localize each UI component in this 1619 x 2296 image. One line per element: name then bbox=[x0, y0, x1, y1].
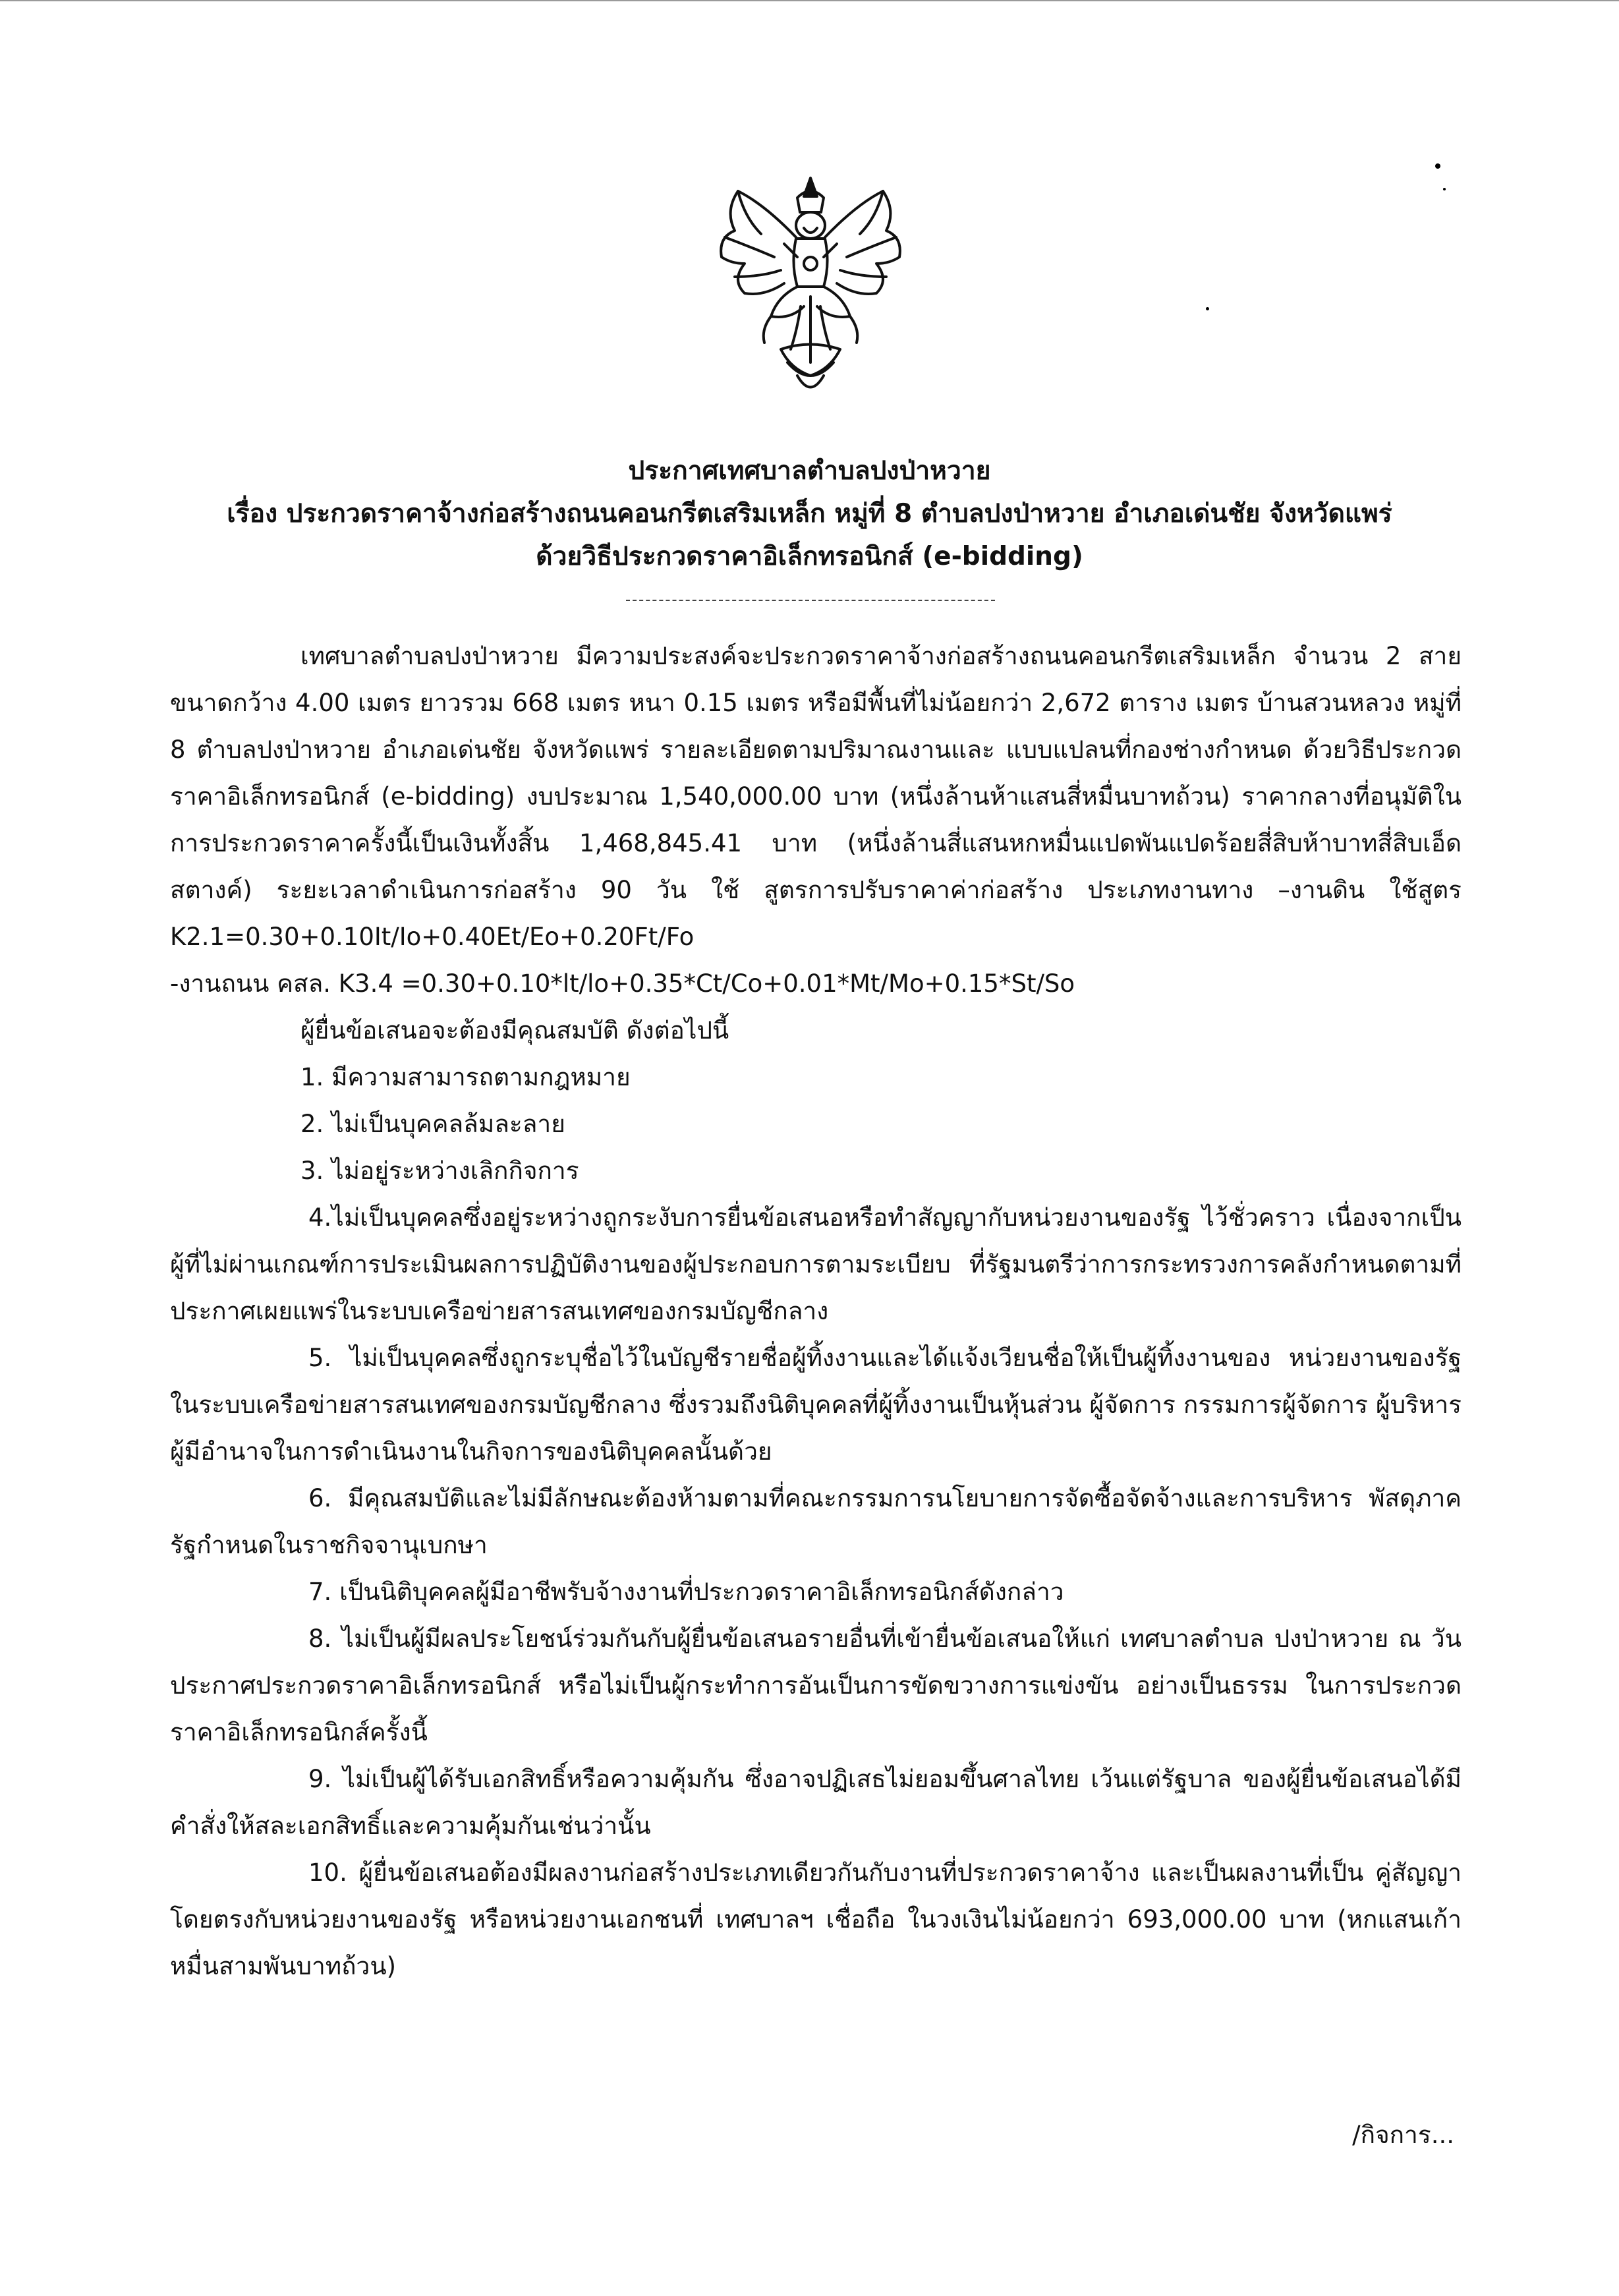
scan-speck bbox=[1206, 307, 1209, 310]
scan-speck bbox=[1435, 163, 1440, 169]
qualification-item: 10. ผู้ยื่นข้อเสนอต้องมีผลงานก่อสร้างประเภทเดียวกันกับงานที่ประกวดราคาจ้าง และเป็นผลงานที่เป็น คู่สัญญาโดยตรงกับหน่วยงานของรัฐ หรือหน่วยงานเอกชนที่ เทศบาลฯ เชื่อถือ ในวงเงินไม่น้อยกว่า 693,000.00 บาท (หกแสนเก้าหมื่นสามพันบาทถ้วน) bbox=[170, 1858, 1462, 1980]
qualification-item: 2. ไม่เป็นบุคคลล้มละลาย bbox=[300, 1110, 565, 1138]
qualification-item: 6. มีคุณสมบัติและไม่มีลักษณะต้องห้ามตามที่คณะกรรมการนโยบายการจัดซื้อจัดจ้างและการบริหาร พัสดุภาครัฐกำหนดในราชกิจจานุเบกษา bbox=[170, 1484, 1462, 1559]
continued-marker: /กิจการ... bbox=[1352, 2121, 1454, 2149]
qualification-item: 4.ไม่เป็นบุคคลซึ่งอยู่ระหว่างถูกระงับการยื่นข้อเสนอหรือทำสัญญากับหน่วยงานของรัฐ ไว้ชั่วคราว เนื่องจากเป็นผู้ที่ไม่ผ่านเกณฑ์การประเมินผลการปฏิบัติงานของผู้ประกอบการตามระเบียบ ที่รัฐมนตรีว่าการกระทรวงการคลังกำหนดตามที่ประกาศเผยแพร่ในระบบเครือข่ายสารสนเทศของกรมบัญชีกลาง bbox=[170, 1203, 1462, 1325]
announcement-body bbox=[170, 633, 1462, 1990]
header-divider bbox=[626, 600, 995, 601]
header-method: ด้วยวิธีประกวดราคาอิเล็กทรอนิกส์ (e-bidding) bbox=[536, 542, 1083, 571]
scan-top-edge bbox=[0, 0, 1619, 1]
qualifications-intro: ผู้ยื่นข้อเสนอจะต้องมีคุณสมบัติ ดังต่อไปนี้ bbox=[300, 1016, 729, 1045]
qualification-item: 8. ไม่เป็นผู้มีผลประโยชน์ร่วมกันกับผู้ยื่นข้อเสนอรายอื่นที่เข้ายื่นข้อเสนอให้แก่ เทศบาลตำบล ปงป่าหวาย ณ วันประกาศประกวดราคาอิเล็กทรอนิกส์ หรือไม่เป็นผู้กระทำการอันเป็นการขัดขวางการแข่งขัน อย่างเป็นธรรม ในการประกวดราคาอิเล็กทรอนิกส์ครั้งนี้ bbox=[170, 1624, 1462, 1746]
garuda-emblem bbox=[698, 165, 923, 409]
header-subject: เรื่อง ประกวดราคาจ้างก่อสร้างถนนคอนกรีตเสริมเหล็ก หมู่ที่ 8 ตำบลปงป่าหวาย อำเภอเด่นชัย จังหวัดแพร่ bbox=[227, 499, 1392, 529]
header-title: ประกาศเทศบาลตำบลปงป่าหวาย bbox=[628, 456, 991, 486]
qualification-item: 7. เป็นนิติบุคคลผู้มีอาชีพรับจ้างงานที่ประกวดราคาอิเล็กทรอนิกส์ดังกล่าว bbox=[308, 1578, 1064, 1606]
intro-paragraph: เทศบาลตำบลปงป่าหวาย มีความประสงค์จะประกวดราคาจ้างก่อสร้างถนนคอนกรีตเสริมเหล็ก จำนวน 2 สาย ขนาดกว้าง 4.00 เมตร ยาวรวม 668 เมตร หนา 0.15 เมตร หรือมีพื้นที่ไม่น้อยกว่า 2,672 ตาราง เมตร บ้านสวนหลวง หมู่ที่ 8 ตำบลปงป่าหวาย อำเภอเด่นชัย จังหวัดแพร่ รายละเอียดตามปริมาณงานและ แบบแปลนที่กองช่างกำหนด ด้วยวิธีประกวดราคาอิเล็กทรอนิกส์ (e-bidding) งบประมาณ 1,540,000.00 บาท (หนึ่งล้านห้าแสนสี่หมื่นบาทถ้วน) ราคากลางที่อนุมัติในการประกวดราคาครั้งนี้เป็นเงินทั้งสิ้น 1,468,845.41 บาท (หนึ่งล้านสี่แสนหกหมื่นแปดพันแปดร้อยสี่สิบห้าบาทสี่สิบเอ็ดสตางค์) ระยะเวลาดำเนินการก่อสร้าง 90 วัน ใช้ สูตรการปรับราคาค่าก่อสร้าง ประเภทงานทาง –งานดิน ใช้สูตร K2.1=0.30+0.10It/Io+0.40Et/Eo+0.20Ft/Fo bbox=[170, 642, 1462, 951]
qualification-item: 3. ไม่อยู่ระหว่างเลิกกิจการ bbox=[300, 1157, 579, 1185]
qualification-item: 1. มีความสามารถตามกฎหมาย bbox=[300, 1063, 631, 1091]
scan-speck bbox=[1443, 188, 1446, 190]
qualification-item: 5. ไม่เป็นบุคคลซึ่งถูกระบุชื่อไว้ในบัญชีรายชื่อผู้ทิ้งงานและได้แจ้งเวียนชื่อให้เป็นผู้ทิ้งงานของ หน่วยงานของรัฐในระบบเครือข่ายสารสนเทศของกรมบัญชีกลาง ซึ่งรวมถึงนิติบุคคลที่ผู้ทิ้งงานเป็นหุ้นส่วน ผู้จัดการ กรรมการผู้จัดการ ผู้บริหาร ผู้มีอำนาจในการดำเนินงานในกิจการของนิติบุคคลนั้นด้วย bbox=[170, 1344, 1462, 1466]
qualification-item: 9. ไม่เป็นผู้ได้รับเอกสิทธิ์หรือความคุ้มกัน ซึ่งอาจปฏิเสธไม่ยอมขึ้นศาลไทย เว้นแต่รัฐบาล ของผู้ยื่นข้อเสนอได้มีคำสั่งให้สละเอกสิทธิ์และความคุ้มกันเช่นว่านั้น bbox=[170, 1765, 1462, 1840]
formula-line: -งานถนน คสล. K3.4 =0.30+0.10*lt/lo+0.35*Ct/Co+0.01*Mt/Mo+0.15*St/So bbox=[170, 969, 1075, 998]
